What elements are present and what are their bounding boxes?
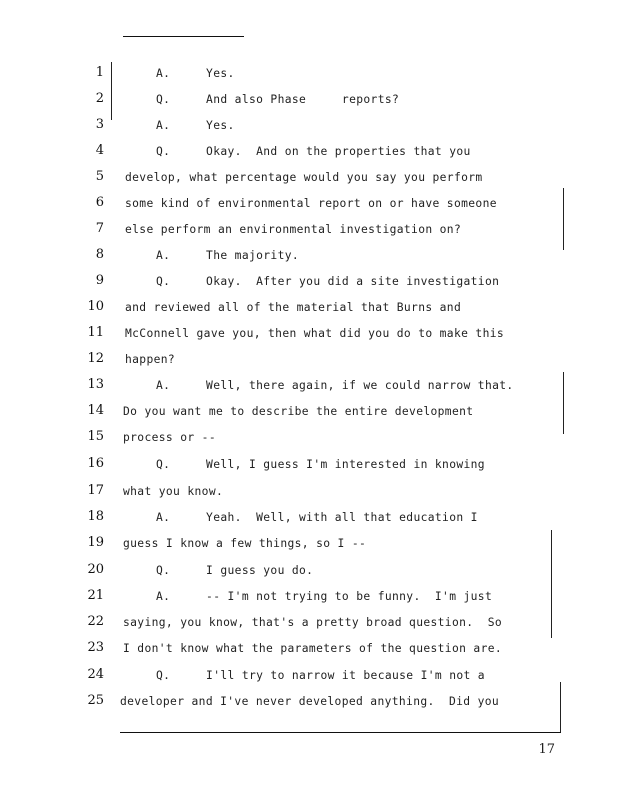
line-number: 15 [87,429,104,444]
line-number: 20 [87,562,104,577]
line-text: Q. I guess you do. [156,564,314,577]
line-number: 19 [87,535,104,550]
line-text: A. -- I'm not trying to be funny. I'm just [156,590,493,603]
line-text: I don't know what the parameters of the question are. [123,642,503,655]
line-number: 6 [95,195,104,210]
line-number: 22 [87,614,104,629]
line-number: 8 [95,247,104,262]
line-number: 24 [87,667,104,682]
line-text: developer and I've never developed anything. Did you [120,695,500,708]
line-number: 10 [87,299,104,314]
line-text: Q. Well, I guess I'm interested in knowing [156,458,485,471]
header-rule [123,36,244,37]
line-number: 7 [95,221,104,236]
line-number: 14 [87,403,104,418]
line-text: process or -- [123,431,216,444]
line-number: 11 [87,325,104,340]
line-text: McConnell gave you, then what did you do to make this [125,327,505,340]
line-text: A. The majority. [156,249,300,262]
line-text: happen? [125,353,176,366]
line-text: A. Yeah. Well, with all that education I [156,511,478,524]
line-number: 3 [95,117,104,132]
line-number: 12 [87,351,104,366]
line-number: 5 [95,169,104,184]
line-number: 23 [87,640,104,655]
line-text: A. Yes. [156,119,235,132]
line-text: saying, you know, that's a pretty broad question. So [123,616,503,629]
margin-bar [563,188,564,250]
line-number: 9 [95,273,104,288]
line-text: A. Well, there again, if we could narrow that. [156,379,514,392]
line-text: what you know. [123,485,224,498]
line-text: and reviewed all of the material that Burns and [125,301,462,314]
line-number: 4 [95,143,104,158]
line-text: Q. Okay. After you did a site investigation [156,275,500,288]
line-text: Q. I'll try to narrow it because I'm not a [156,669,485,682]
line-number: 1 [95,65,104,80]
margin-bar [111,62,112,120]
line-number: 18 [87,509,104,524]
line-text: Q. And also Phase reports? [156,93,400,106]
margin-bar [563,372,564,434]
line-number: 21 [87,588,104,603]
line-text: guess I know a few things, so I -- [123,537,367,550]
margin-bar [551,530,552,638]
line-text: Do you want me to describe the entire development [123,405,474,418]
line-text: A. Yes. [156,67,235,80]
line-text: some kind of environmental report on or have someone [125,197,497,210]
line-text: develop, what percentage would you say you perform [125,171,483,184]
line-number: 25 [87,693,104,708]
line-number: 16 [87,456,104,471]
line-number: 2 [95,91,104,106]
margin-bar [560,682,561,732]
line-text: else perform an environmental investigation on? [125,223,462,236]
line-number: 13 [87,377,104,392]
line-number: 17 [87,483,104,498]
line-text: Q. Okay. And on the properties that you [156,145,471,158]
footer-rule [120,732,561,733]
page-number: 17 [538,742,555,757]
